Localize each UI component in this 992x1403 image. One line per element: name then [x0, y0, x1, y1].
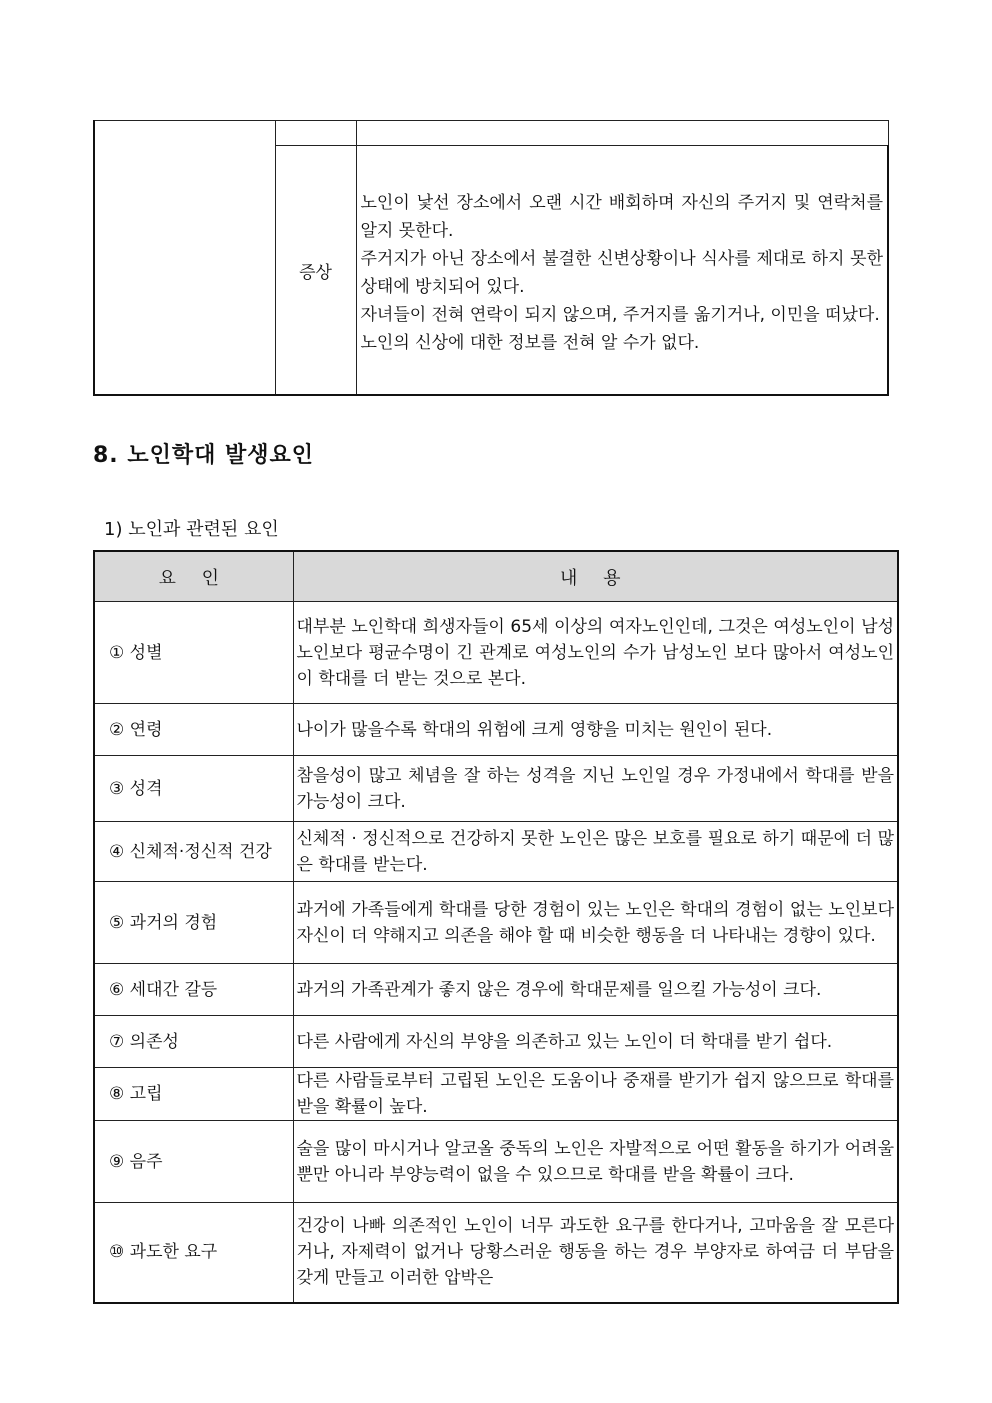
table-row: [94, 964, 898, 1016]
factor-cell: ③ 성격: [94, 756, 293, 822]
symptom-line: 주거지가 아닌 장소에서 불결한 신변상황이나 식사를 제대로 하지 못한 상태에 방치되어 있다.: [360, 249, 883, 297]
header-content: 내 용: [293, 551, 898, 602]
content-cell: 술을 많이 마시거나 알코올 중독의 노인은 자발적으로 어떤 활동을 하기가 어려울 뿐만 아니라 부양능력이 없을 수 있으므로 학대를 받을 확률이 크다.: [293, 1121, 898, 1203]
content-cell: 건강이 나빠 의존적인 노인이 너무 과도한 요구를 한다거나, 고마움을 잘 모른다거나, 자제력이 없거나 당황스러운 행동을 하는 경우 부양자로 하여금 더 부담을 갖게 만들고 이러한 압박은: [293, 1203, 898, 1303]
table-row: [94, 1121, 898, 1203]
factor-cell: ② 연령: [94, 704, 293, 756]
symptom-label: 증상: [275, 146, 356, 396]
content-cell: 다른 사람에게 자신의 부양을 의존하고 있는 노인이 더 학대를 받기 쉽다.: [293, 1016, 898, 1068]
content-cell: 과거의 가족관계가 좋지 않은 경우에 학대문제를 일으킬 가능성이 크다.: [293, 964, 898, 1016]
factor-cell: ⑨ 음주: [94, 1121, 293, 1203]
factor-cell: ⑩ 과도한 요구: [94, 1203, 293, 1303]
symptom-description: [356, 146, 888, 396]
content-cell: 과거에 가족들에게 학대를 당한 경험이 있는 노인은 학대의 경험이 없는 노인보다 자신이 더 약해지고 의존을 해야 할 때 비슷한 행동을 더 나타내는 경향이 있다.: [293, 882, 898, 964]
symptom-table: [93, 120, 889, 396]
symptom-line: 자녀들이 전혀 연락이 되지 않으며, 주거지를 옮기거나, 이민을 떠났다.: [360, 305, 880, 325]
table-row: [94, 1068, 898, 1121]
table-row: [94, 822, 898, 882]
factor-cell: ⑥ 세대간 갈등: [94, 964, 293, 1016]
content-cell: 대부분 노인학대 희생자들이 65세 이상의 여자노인인데, 그것은 여성노인이 남성노인보다 평균수명이 긴 관계로 여성노인의 수가 남성노인 보다 많아서 여성노인이 학대를 더 받는 것으로 본다.: [293, 602, 898, 704]
header-factor: 요 인: [94, 551, 293, 602]
content-cell: 다른 사람들로부터 고립된 노인은 도움이나 중재를 받기가 쉽지 않으므로 학대를 받을 확률이 높다.: [293, 1068, 898, 1121]
table-row: [94, 704, 898, 756]
table-row: [94, 756, 898, 822]
content-cell: 참을성이 많고 체념을 잘 하는 성격을 지닌 노인일 경우 가정내에서 학대를 받을 가능성이 크다.: [293, 756, 898, 822]
symptom-line: 노인의 신상에 대한 정보를 전혀 알 수가 없다.: [360, 333, 700, 353]
empty-category-cell: [94, 121, 275, 396]
sub-heading: 1) 노인과 관련된 요인: [104, 519, 279, 540]
factor-cell: ① 성별: [94, 602, 293, 704]
section-heading: 8. 노인학대 발생요인: [93, 443, 314, 468]
table-row: [94, 1016, 898, 1068]
symptom-line: 노인이 낯선 장소에서 오랜 시간 배회하며 자신의 주거지 및 연락처를 알지 못한다.: [360, 193, 883, 241]
table-row: [94, 882, 898, 964]
factor-cell: ④ 신체적·정신적 건강: [94, 822, 293, 882]
empty-label-cell: [275, 121, 356, 146]
factor-cell: ⑧ 고립: [94, 1068, 293, 1121]
content-cell: 나이가 많을수록 학대의 위험에 크게 영향을 미치는 원인이 된다.: [293, 704, 898, 756]
factor-table: [93, 550, 899, 1304]
content-cell: 신체적 · 정신적으로 건강하지 못한 노인은 많은 보호를 필요로 하기 때문에 더 많은 학대를 받는다.: [293, 822, 898, 882]
empty-content-cell: [356, 121, 888, 146]
factor-cell: ⑤ 과거의 경험: [94, 882, 293, 964]
factor-cell: ⑦ 의존성: [94, 1016, 293, 1068]
table-row: [94, 1203, 898, 1303]
table-row: [94, 602, 898, 704]
